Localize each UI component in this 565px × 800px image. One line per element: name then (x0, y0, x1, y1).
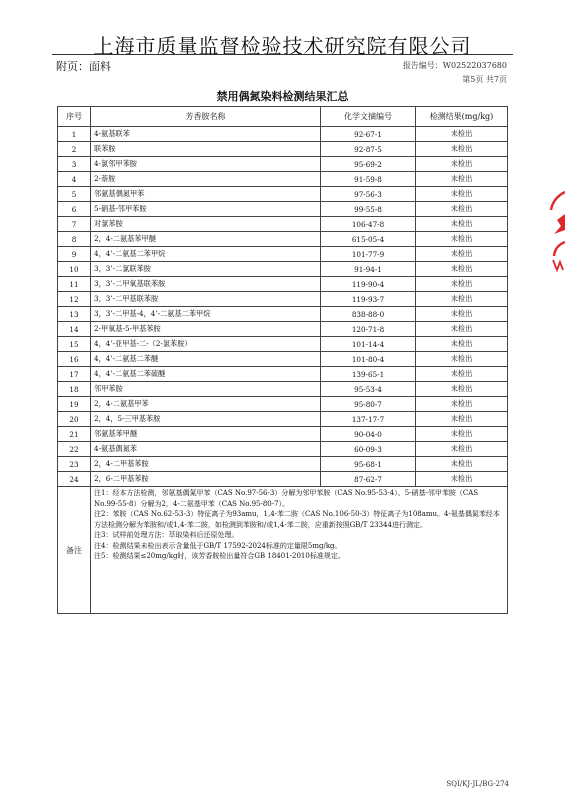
amine-name: 4-氯邻甲苯胺 (91, 157, 321, 172)
cas-number: 87-62-7 (321, 472, 416, 487)
row-index: 20 (58, 412, 91, 427)
amine-name: 联苯胺 (91, 142, 321, 157)
amine-name: 邻氨基偶氮甲苯 (91, 187, 321, 202)
table-row (58, 127, 508, 142)
result: 未检出 (416, 352, 508, 367)
cas-number: 119-93-7 (321, 292, 416, 307)
table-row (58, 367, 508, 382)
amine-name: 2-萘胺 (91, 172, 321, 187)
result: 未检出 (416, 217, 508, 232)
row-index: 5 (58, 187, 91, 202)
note-5: 注5：检测结果≤20mg/kg时，该芳香胺检出量符合GB 18401-2010标准规定。 (94, 552, 345, 560)
amine-name: 2，4-二甲基苯胺 (91, 457, 321, 472)
amine-name: 3，3’-二氯联苯胺 (91, 262, 321, 277)
table-row (58, 292, 508, 307)
cas-number: 91-59-8 (321, 172, 416, 187)
table-row (58, 307, 508, 322)
table-row (58, 232, 508, 247)
table-row (58, 427, 508, 442)
table-row (58, 202, 508, 217)
cas-number: 615-05-4 (321, 232, 416, 247)
result: 未检出 (416, 397, 508, 412)
row-index: 1 (58, 127, 91, 142)
amine-name: 4，4’-二氨基二苯醚 (91, 352, 321, 367)
table-row (58, 157, 508, 172)
cas-number: 92-87-5 (321, 142, 416, 157)
table-row (58, 352, 508, 367)
header-index: 序号 (58, 107, 91, 127)
amine-name: 2，4-二氨基苯甲醚 (91, 232, 321, 247)
table-row (58, 262, 508, 277)
seal-stamp-fragment (549, 190, 565, 272)
amine-name: 对氯苯胺 (91, 217, 321, 232)
row-index: 13 (58, 307, 91, 322)
row-index: 14 (58, 322, 91, 337)
result: 未检出 (416, 262, 508, 277)
report-number: 报告编号：W02522037680 (402, 61, 507, 70)
table-row (58, 187, 508, 202)
amine-name: 3，3’-二甲基-4，4’-二氨基二苯甲烷 (91, 307, 321, 322)
table-row (58, 442, 508, 457)
result: 未检出 (416, 202, 508, 217)
cas-number: 92-67-1 (321, 127, 416, 142)
cas-number: 139-65-1 (321, 367, 416, 382)
table-title: 禁用偶氮染料检测结果汇总 (216, 90, 349, 103)
row-index: 23 (58, 457, 91, 472)
form-code: SQI/KJ-JL/BG-274 (446, 780, 509, 788)
result: 未检出 (416, 292, 508, 307)
note-3: 注3：试样前处理方法：萃取染料后还原处理。 (94, 531, 239, 539)
header-amine-name: 芳香胺名称 (91, 107, 321, 127)
result: 未检出 (416, 412, 508, 427)
header-result: 检测结果(mg/kg) (416, 107, 508, 127)
amine-name: 3，3’-二甲基联苯胺 (91, 292, 321, 307)
row-index: 22 (58, 442, 91, 457)
result: 未检出 (416, 247, 508, 262)
row-index: 6 (58, 202, 91, 217)
cas-number: 137-17-7 (321, 412, 416, 427)
row-index: 3 (58, 157, 91, 172)
result: 未检出 (416, 457, 508, 472)
amine-name: 2，4，5-三甲基苯胺 (91, 412, 321, 427)
result: 未检出 (416, 367, 508, 382)
header-rule (52, 54, 513, 55)
row-index: 7 (58, 217, 91, 232)
amine-name: 4，4’-二氨基二苯硫醚 (91, 367, 321, 382)
result: 未检出 (416, 472, 508, 487)
amine-name: 邻氨基苯甲醚 (91, 427, 321, 442)
table-row (58, 472, 508, 487)
notes-text (91, 487, 508, 614)
row-index: 10 (58, 262, 91, 277)
table-row (58, 337, 508, 352)
row-index: 4 (58, 172, 91, 187)
result: 未检出 (416, 322, 508, 337)
annex-label: 附页：面料 (56, 60, 111, 73)
amine-name: 4，4’-亚甲基-二-（2-氯苯胺） (91, 337, 321, 352)
cas-number: 90-04-0 (321, 427, 416, 442)
amine-name: 2，6-二甲基苯胺 (91, 472, 321, 487)
table-row (58, 322, 508, 337)
result: 未检出 (416, 127, 508, 142)
cas-number: 838-88-0 (321, 307, 416, 322)
result: 未检出 (416, 307, 508, 322)
row-index: 12 (58, 292, 91, 307)
organization-title: 上海市质量监督检验技术研究院有限公司 (93, 34, 472, 58)
cas-number: 95-80-7 (321, 397, 416, 412)
cas-number: 95-53-4 (321, 382, 416, 397)
row-index: 18 (58, 382, 91, 397)
page-info: 第5页 共7页 (462, 75, 507, 84)
table-row (58, 142, 508, 157)
cas-number: 119-90-4 (321, 277, 416, 292)
amine-name: 2，4-二氨基甲苯 (91, 397, 321, 412)
result: 未检出 (416, 427, 508, 442)
cas-number: 95-69-2 (321, 157, 416, 172)
table-row (58, 397, 508, 412)
result: 未检出 (416, 142, 508, 157)
cas-number: 106-47-8 (321, 217, 416, 232)
notes-row (58, 487, 508, 614)
cas-number: 101-14-4 (321, 337, 416, 352)
header-cas-no: 化学文摘编号 (321, 107, 416, 127)
table-row (58, 457, 508, 472)
table-row (58, 277, 508, 292)
cas-number: 101-77-9 (321, 247, 416, 262)
row-index: 24 (58, 472, 91, 487)
result: 未检出 (416, 187, 508, 202)
result: 未检出 (416, 382, 508, 397)
row-index: 17 (58, 367, 91, 382)
cas-number: 120-71-8 (321, 322, 416, 337)
cas-number: 97-56-3 (321, 187, 416, 202)
row-index: 9 (58, 247, 91, 262)
row-index: 19 (58, 397, 91, 412)
note-1: 注1：经本方法检测，邻氨基偶氮甲苯（CAS No.97-56-3）分解为邻甲苯胺（CAS No.95-53-4）、5-硝基-邻甲苯胺（CAS No.99-55-8）分解为2，4-二氨基甲苯（CAS No.95-80-7）。 (94, 489, 479, 508)
table-header-row (58, 107, 508, 127)
result: 未检出 (416, 232, 508, 247)
result: 未检出 (416, 172, 508, 187)
notes-label: 备注 (58, 487, 91, 614)
amine-name: 5-硝基-邻甲苯胺 (91, 202, 321, 217)
amine-name: 4，4’-二氨基二苯甲烷 (91, 247, 321, 262)
result: 未检出 (416, 337, 508, 352)
result: 未检出 (416, 157, 508, 172)
amine-name: 邻甲苯胺 (91, 382, 321, 397)
results-table (57, 106, 508, 614)
cas-number: 95-68-1 (321, 457, 416, 472)
row-index: 11 (58, 277, 91, 292)
amine-name: 2-甲氧基-5-甲基苯胺 (91, 322, 321, 337)
result: 未检出 (416, 442, 508, 457)
cas-number: 91-94-1 (321, 262, 416, 277)
row-index: 2 (58, 142, 91, 157)
table-row (58, 172, 508, 187)
result: 未检出 (416, 277, 508, 292)
cas-number: 99-55-8 (321, 202, 416, 217)
note-4: 注4：检测结果未检出表示含量低于GB/T 17592-2024标准的定量限5mg/kg。 (94, 541, 342, 550)
row-index: 16 (58, 352, 91, 367)
row-index: 21 (58, 427, 91, 442)
row-index: 15 (58, 337, 91, 352)
table-row (58, 412, 508, 427)
note-2: 注2：苯胺（CAS No.62-53-3）特征离子为93amu，1,4-苯二胺（CAS No.106-50-3）特征离子为108amu。4-氨基偶氮苯经本方法检测分解为苯胺和/或1,4-苯二胺，如检测到苯胺和/或1,4-苯二胺，应重新按照GB/T 23344进行测定。 (94, 510, 500, 529)
amine-name: 4-氨基偶氮苯 (91, 442, 321, 457)
cas-number: 101-80-4 (321, 352, 416, 367)
cas-number: 60-09-3 (321, 442, 416, 457)
table-row (58, 247, 508, 262)
table-row (58, 382, 508, 397)
amine-name: 3，3’-二甲氧基联苯胺 (91, 277, 321, 292)
amine-name: 4-氨基联苯 (91, 127, 321, 142)
table-row (58, 217, 508, 232)
row-index: 8 (58, 232, 91, 247)
